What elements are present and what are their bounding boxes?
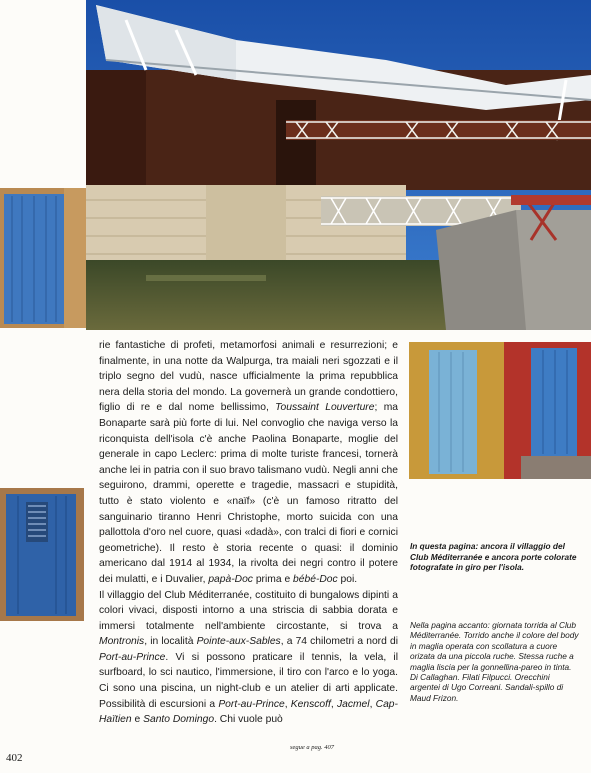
text-run-italic: Santo Domingo bbox=[143, 714, 215, 726]
text-run: prima e bbox=[252, 573, 294, 585]
text-run-italic: Jacmel bbox=[336, 698, 370, 710]
text-run-italic: Port-au-Prince bbox=[99, 651, 166, 663]
text-run: poi. bbox=[337, 573, 358, 585]
text-run: , a 74 chilometri a nord di bbox=[280, 636, 398, 648]
text-run-italic: Cap-Haïtien bbox=[99, 698, 398, 726]
two-doors-photo bbox=[409, 342, 591, 479]
text-run-italic: Montronis bbox=[99, 636, 145, 648]
article-body bbox=[99, 338, 398, 728]
text-run-italic: Kenscoff bbox=[290, 698, 331, 710]
photo-caption-facing-page: Nella pagina accanto: giornata torrida al Club Méditerranée. Torrido anche il colore del body in maglia operata con scollatura a cuore orizata da una piccola ruche. Stessa ruche a maglia liscia per la gonnellina-pareo in tinta. Di Callaghan. Filati Filpucci. Orecchini argentei di Ugo Correani. Sandali-spillo di Maud Frizon. bbox=[410, 620, 579, 703]
photo-caption-this-page: In questa pagina: ancora il villaggio del Club Méditerranée e ancora porte colorate fotografate in giro per l'isola. bbox=[410, 541, 577, 573]
blue-door-photo bbox=[0, 188, 86, 328]
text-run-italic: Toussaint Louverture bbox=[275, 402, 375, 414]
page-number: 402 bbox=[6, 752, 23, 764]
text-run: rie fantastiche di profeti, metamorfosi animali e resurrezioni; e finalmente, in una notte da Walpurga, tra maiali neri sgozzati e il triplo segno del vudù, nasce ufficialmente la prima repubblica nera della storia del mondo. La governerà un grande condottiero, figlio di re e dal nome bellissimo, bbox=[99, 340, 398, 414]
continued-on-note: segue a pag. 407 bbox=[290, 744, 335, 751]
text-run: . Chi vuole può bbox=[214, 714, 283, 726]
text-run: , bbox=[330, 698, 337, 710]
text-run: , bbox=[284, 698, 291, 710]
article-paragraph bbox=[99, 338, 398, 588]
text-run: , in località bbox=[144, 636, 197, 648]
text-run: . Vi si possono praticare il tennis, la vela, il surfboard, lo sci nautico, l'immersione, il tiro con l'arco e lo yoga. Ci sono una piscina, un night-club e un atelier di arti applicate. Possibilità di escursioni a bbox=[99, 651, 398, 710]
text-run-italic: papà-Doc bbox=[208, 573, 253, 585]
article-paragraph bbox=[99, 588, 398, 728]
blue-shutter-door-photo bbox=[0, 488, 84, 621]
text-run-italic: Port-au-Prince bbox=[218, 698, 285, 710]
club-med-building-photo bbox=[86, 0, 591, 330]
text-run-italic: bébé-Doc bbox=[293, 573, 338, 585]
text-run-italic: Pointe-aux-Sables bbox=[196, 636, 281, 648]
text-run: e bbox=[131, 714, 144, 726]
text-run: , bbox=[369, 698, 376, 710]
text-run: ; ma Bonaparte sarà più forte di lui. Nel convoglio che naviga verso la riconquista dell'isola c'è anche Paolina Bonaparte, moglie del generale in capo Leclerc: prima di molte turiste francesi, tornerà anche lei in patria con il suo bravo talismano vudù. Negli anni che seguirono, drammi, operette e tragedie, massacri e stupidità, tutto è stato violento e «naïf» (c'è un famoso ritratto del sanguinario tiranno Henri Christophe, morto suicida con una pallottola d'oro nel cuore, quasi «dadà», con tralci di fiori e cornici geometriche). Il resto è storia recente o quasi: il dominio americano dal 1914 al 1934, la rivolta dei negri contro il potere dei mulatti, e i Duvalier, bbox=[99, 402, 398, 585]
text-run: Il villaggio del Club Méditerranée, costituito di bungalows dipinti a colori vivaci, disposti intorno a una striscia di sabbia dorata e immersi totalmente nell'ambiente circostante, si trova a bbox=[99, 589, 398, 632]
